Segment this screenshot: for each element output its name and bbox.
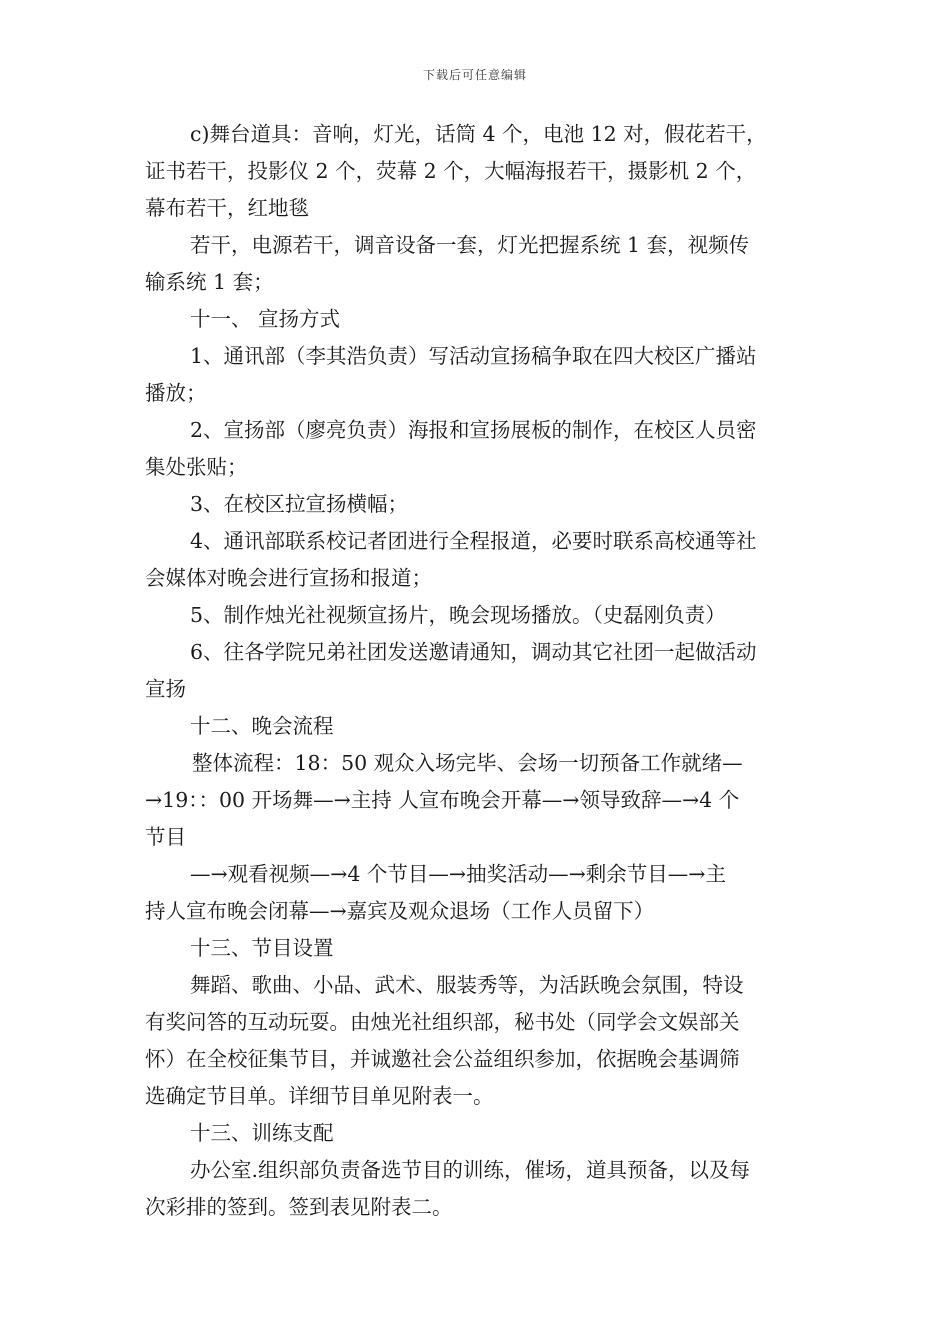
text-line: 舞蹈、歌曲、小品、武术、服装秀等，为活跃晚会氛围，特设 <box>190 973 744 997</box>
text-line: 1、通讯部（李其浩负责）写活动宣扬稿争取在四大校区广播站 <box>190 344 757 368</box>
section-heading: 十二、晚会流程 <box>190 714 334 738</box>
text-line: 集处张贴； <box>145 455 248 479</box>
text-line: c)舞台道具：音响，灯光，话筒 4 个，电池 12 对，假花若干， <box>190 122 767 146</box>
text-line: 幕布若干，红地毯 <box>145 196 309 220</box>
text-line: 会媒体对晚会进行宣扬和报道； <box>145 566 432 590</box>
text-line: 宣扬 <box>145 677 186 701</box>
section-heading: 十一、 宣扬方式 <box>190 307 341 331</box>
text-line: 若干，电源若干，调音设备一套，灯光把握系统 1 套，视频传 <box>190 233 750 257</box>
text-line: 6、往各学院兄弟社团发送邀请通知，调动其它社团一起做活动 <box>190 640 757 664</box>
text-line: —→观看视频—→4 个节目—→抽奖活动—→剩余节目—→主 <box>190 862 726 886</box>
text-line: 节目 <box>145 825 186 849</box>
text-line: 5、制作烛光社视频宣扬片，晚会现场播放。（史磊刚负责） <box>190 603 726 627</box>
text-line: 办公室.组织部负责备选节目的训练，催场，道具预备，以及每 <box>190 1158 751 1182</box>
text-line: 播放； <box>145 381 207 405</box>
text-line: →19：：00 开场舞—→主持 人宣布晚会开幕—→领导致辞—→4 个 <box>145 788 740 812</box>
text-line: 整体流程：18：50 观众入场完毕、会场一切预备工作就绪— <box>192 751 743 775</box>
text-line: 有奖问答的互动玩耍。由烛光社组织部，秘书处（同学会文娱部关 <box>145 1010 740 1034</box>
section-heading: 十三、训练支配 <box>190 1121 334 1145</box>
document-body <box>145 116 810 1226</box>
text-line: 持人宣布晚会闭幕—→嘉宾及观众退场（工作人员留下） <box>145 899 655 923</box>
text-line: 次彩排的签到。签到表见附表二。 <box>145 1195 453 1219</box>
text-line: 证书若干，投影仪 2 个，荧幕 2 个，大幅海报若干，摄影机 2 个， <box>145 159 757 183</box>
page-header: 下载后可任意编辑 <box>422 68 527 82</box>
text-line: 怀）在全校征集节目，并诚邀社会公益组织参加，依据晚会基调筛 <box>145 1047 740 1071</box>
text-line: 4、通讯部联系校记者团进行全程报道，必要时联系高校通等社 <box>190 529 757 553</box>
text-line: 3、在校区拉宣扬横幅； <box>190 492 409 516</box>
text-line: 2、宣扬部（廖亮负责）海报和宣扬展板的制作，在校区人员密 <box>190 418 757 442</box>
text-line: 选确定节目单。详细节目单见附表一。 <box>145 1084 494 1108</box>
text-line: 输系统 1 套； <box>145 270 274 294</box>
section-heading: 十三、节目设置 <box>190 936 334 960</box>
